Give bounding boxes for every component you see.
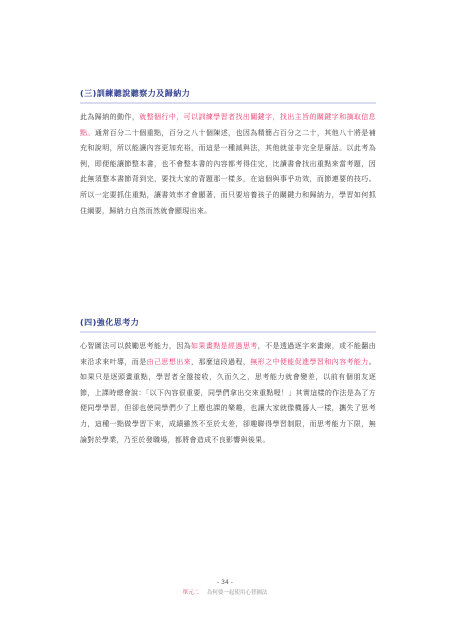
footer-chapter: 單元二 [182,590,200,596]
section-3 [80,88,376,219]
paragraph-text: 心智圖法可以鼓勵思考能力，因為 [80,342,192,350]
section-4-title: (四)強化思考力 [80,317,376,333]
paragraph-text: 通常百分二十個重點，百分之八十個陳述，也因為精簡占百分之二十，其他八十將是補充和說明，所以能讓內容更加充裕，而這是一種減與法，其他就並非完全是廢話。以此考為例，即便能讓節整本書，也不會整本書的內容都考得住完，比讀書會找出重點來當考題，因此無須整本書節背到完，要找大家的背題那一樣多，在這個與事乎功效，而節連要的技巧。所以一定要抓住重點，讓書效率才會顯著，而只要培養孩子的關鍵力和歸納力，學習如何抓住綱要，歸納力自然而然就會顯現出來。 [80,128,376,215]
paragraph-text: ，不是透過逐字來畫線，或不能翻由來沿求來叶導，而是 [80,342,377,366]
running-footer [0,588,450,596]
highlighted-text: 如果畫點是經過思考 [191,342,258,350]
section-4 [80,317,376,448]
page-number: - 34 - [217,579,233,586]
section-3-title: (三)訓練聽說聽察力及歸納力 [80,88,376,104]
highlighted-text: 由己思想出來 [146,357,192,366]
paragraph-text: ，那麼這段過程， [191,357,251,366]
section-3-paragraph [80,110,376,219]
paragraph-text: 。如果只是逐頭畫重點，學習者全盤接收，久而久之，思考能力就會變差，以前有個朋友逐節，上課時總會說：「以下內容很重要，同學們拿出交來重點喔！」其實這樣的作法是為了方便同學學習，但卻也使同學們少了上應也課的樂趣，也讓大家就像機器人一樣，攜失了思考力，這種一點做學習下來，成績雖然不至於太差，卻趣聯得學習制限，而思考能力下限，無論對於學業，乃至於發職場，都將會造成不良影響與後果。 [80,357,376,444]
highlighted-text: 無形之中便能促進學習和內容考能力 [250,357,369,366]
footer-book-title: 為何要一起使用心智圖法 [206,590,268,596]
paragraph-text: 此為歸納的動作， [80,113,140,121]
section-4-paragraph [80,339,376,448]
highlighted-text: 就整個行中，可以訓練學習者找出關鍵字，找出主旨的關鍵字和摘取信息點。 [80,113,376,137]
